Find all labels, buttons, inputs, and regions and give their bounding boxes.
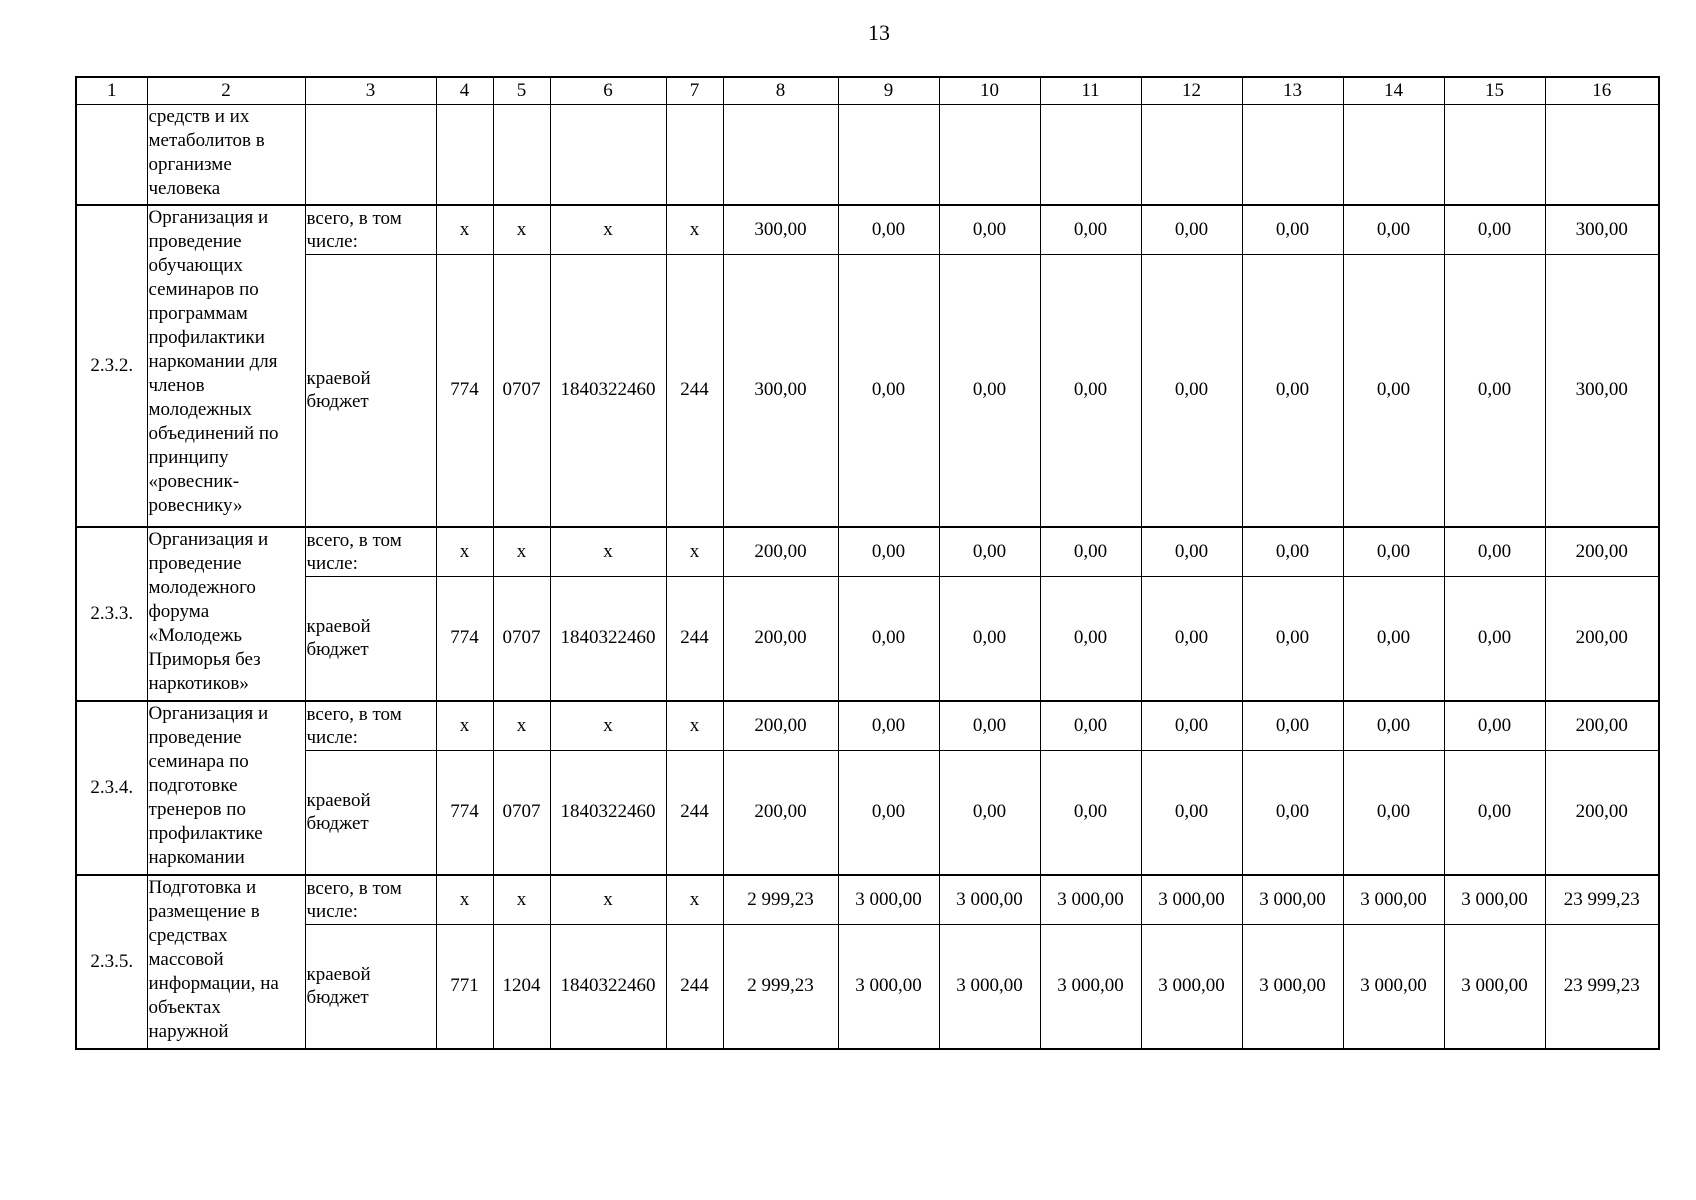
table-cell: x — [436, 527, 493, 577]
table-cell: x — [493, 527, 550, 577]
table-cell: 0,00 — [1141, 577, 1242, 701]
table-cell: x — [493, 205, 550, 255]
table-cell: 3 000,00 — [1343, 925, 1444, 1049]
table-cell: 0,00 — [1040, 527, 1141, 577]
table-cell: 0707 — [493, 255, 550, 527]
table-cell: 0,00 — [1141, 701, 1242, 751]
activity-name: средств и их метаболитов в организме человека — [147, 105, 305, 205]
table-cell: 3 000,00 — [1343, 875, 1444, 925]
table-cell: 244 — [666, 577, 723, 701]
table-row — [76, 925, 1659, 1049]
table-cell: 23 999,23 — [1545, 925, 1659, 1049]
table-cell: 200,00 — [723, 701, 838, 751]
table-cell: 3 000,00 — [1040, 875, 1141, 925]
table-cell: 300,00 — [1545, 205, 1659, 255]
column-header: 4 — [436, 77, 493, 105]
column-header: 8 — [723, 77, 838, 105]
table-row — [76, 205, 1659, 255]
table-cell: 200,00 — [1545, 701, 1659, 751]
funding-source-label: всего, в том числе: — [305, 701, 436, 751]
column-header: 2 — [147, 77, 305, 105]
table-cell: x — [666, 875, 723, 925]
table-cell: 771 — [436, 925, 493, 1049]
table-cell: 200,00 — [723, 527, 838, 577]
table-cell: 0,00 — [1242, 751, 1343, 875]
column-header: 16 — [1545, 77, 1659, 105]
table-cell: 0,00 — [1242, 577, 1343, 701]
table-cell: 0,00 — [1242, 255, 1343, 527]
table-cell: x — [666, 701, 723, 751]
table-cell: 774 — [436, 751, 493, 875]
table-cell: 0,00 — [939, 255, 1040, 527]
table-cell: 0,00 — [939, 701, 1040, 751]
table-cell: x — [666, 205, 723, 255]
funding-source-label: всего, в том числе: — [305, 205, 436, 255]
table-cell: 3 000,00 — [1444, 875, 1545, 925]
table-cell: 0,00 — [838, 751, 939, 875]
table-cell: 0707 — [493, 751, 550, 875]
table-cell: 0,00 — [939, 205, 1040, 255]
table-cell: 3 000,00 — [838, 925, 939, 1049]
column-header: 12 — [1141, 77, 1242, 105]
table-cell: x — [493, 875, 550, 925]
item-code: 2.3.5. — [76, 875, 147, 1049]
table-cell: 0,00 — [1343, 577, 1444, 701]
funding-source-label: краевой бюджет — [305, 925, 436, 1049]
table-cell: 0,00 — [1343, 205, 1444, 255]
table-cell: 300,00 — [723, 205, 838, 255]
column-header: 7 — [666, 77, 723, 105]
table-cell: 3 000,00 — [1141, 875, 1242, 925]
table-row — [76, 875, 1659, 925]
table-cell: 0,00 — [838, 205, 939, 255]
activity-name: Организация и проведение молодежного форума «Молодежь Приморья без наркотиков» — [147, 527, 305, 701]
table-cell: 0,00 — [939, 751, 1040, 875]
table-cell: 0,00 — [1242, 205, 1343, 255]
table-cell: 1204 — [493, 925, 550, 1049]
funding-source-label: краевой бюджет — [305, 751, 436, 875]
table-cell: 2 999,23 — [723, 875, 838, 925]
table-cell: 200,00 — [1545, 577, 1659, 701]
activity-name: Подготовка и размещение в средствах массовой информации, на объектах наружной — [147, 875, 305, 1049]
column-header: 9 — [838, 77, 939, 105]
table-cell: 0,00 — [1141, 255, 1242, 527]
table-cell: x — [493, 701, 550, 751]
activity-name: Организация и проведение обучающих семинаров по программам профилактики наркомании для членов молодежных объединений по принципу «ровесник-ровеснику» — [147, 205, 305, 527]
table-cell: 200,00 — [723, 577, 838, 701]
table-cell: 0,00 — [1141, 751, 1242, 875]
table-cell: 1840322460 — [550, 751, 666, 875]
table-cell: 3 000,00 — [1444, 925, 1545, 1049]
table-cell: x — [436, 875, 493, 925]
table-cell: x — [436, 205, 493, 255]
table-cell: 0,00 — [1444, 751, 1545, 875]
table-cell: 0,00 — [1040, 751, 1141, 875]
column-header: 1 — [76, 77, 147, 105]
column-header: 11 — [1040, 77, 1141, 105]
table-cell: 0,00 — [1040, 205, 1141, 255]
table-cell: 0,00 — [1444, 701, 1545, 751]
table-cell: x — [550, 875, 666, 925]
table-cell: 0,00 — [1242, 701, 1343, 751]
table-cell: 0,00 — [1444, 205, 1545, 255]
table-cell: 0,00 — [1444, 255, 1545, 527]
table-cell: 0,00 — [1242, 527, 1343, 577]
table-cell: 0,00 — [1343, 751, 1444, 875]
table-cell: 0,00 — [939, 577, 1040, 701]
item-code: 2.3.4. — [76, 701, 147, 875]
table-row — [76, 701, 1659, 751]
table-row — [76, 527, 1659, 577]
table-cell: 0,00 — [1343, 701, 1444, 751]
funding-source-label: краевой бюджет — [305, 255, 436, 527]
table-cell: 1840322460 — [550, 925, 666, 1049]
table-cell: 200,00 — [723, 751, 838, 875]
column-header: 13 — [1242, 77, 1343, 105]
continued-row — [76, 105, 1659, 205]
funding-source-label: краевой бюджет — [305, 577, 436, 701]
table-cell: 3 000,00 — [1040, 925, 1141, 1049]
table-row — [76, 751, 1659, 875]
table-cell: 3 000,00 — [838, 875, 939, 925]
table-cell: 244 — [666, 751, 723, 875]
table-cell: 0,00 — [1141, 205, 1242, 255]
table-cell: 244 — [666, 925, 723, 1049]
activity-name: Организация и проведение семинара по подготовке тренеров по профилактике наркомании — [147, 701, 305, 875]
table-cell: x — [666, 527, 723, 577]
table-cell: 0,00 — [1040, 255, 1141, 527]
table-cell: 0,00 — [939, 527, 1040, 577]
table-cell: 0,00 — [838, 255, 939, 527]
header-row — [76, 77, 1659, 105]
table-cell: 0,00 — [1343, 527, 1444, 577]
table-cell: 2 999,23 — [723, 925, 838, 1049]
table-cell: 0,00 — [838, 701, 939, 751]
table-cell: 200,00 — [1545, 527, 1659, 577]
table-cell: 0,00 — [838, 527, 939, 577]
table-cell: 3 000,00 — [1141, 925, 1242, 1049]
table-cell: x — [550, 205, 666, 255]
table-row — [76, 255, 1659, 527]
table-cell: 3 000,00 — [1242, 875, 1343, 925]
page-number: 13 — [868, 20, 890, 45]
column-header: 14 — [1343, 77, 1444, 105]
table-cell: 0,00 — [1040, 701, 1141, 751]
table-cell: x — [436, 701, 493, 751]
column-header: 3 — [305, 77, 436, 105]
table-cell: 774 — [436, 577, 493, 701]
table-cell: 0,00 — [838, 577, 939, 701]
column-header: 15 — [1444, 77, 1545, 105]
table-cell: 0,00 — [1444, 577, 1545, 701]
item-code: 2.3.2. — [76, 205, 147, 527]
table-cell: 244 — [666, 255, 723, 527]
funding-source-label: всего, в том числе: — [305, 875, 436, 925]
table-cell: 774 — [436, 255, 493, 527]
table-cell: 0,00 — [1141, 527, 1242, 577]
item-code: 2.3.3. — [76, 527, 147, 701]
table-cell: 1840322460 — [550, 577, 666, 701]
funding-source-label: всего, в том числе: — [305, 527, 436, 577]
table-cell: 1840322460 — [550, 255, 666, 527]
table-cell: 3 000,00 — [1242, 925, 1343, 1049]
table-row — [76, 577, 1659, 701]
column-header: 10 — [939, 77, 1040, 105]
table-cell: 3 000,00 — [939, 875, 1040, 925]
table-cell: 300,00 — [1545, 255, 1659, 527]
column-header: 5 — [493, 77, 550, 105]
table-cell: 0,00 — [1343, 255, 1444, 527]
table-cell: 200,00 — [1545, 751, 1659, 875]
table-cell: 300,00 — [723, 255, 838, 527]
column-header: 6 — [550, 77, 666, 105]
table-cell: 0,00 — [1040, 577, 1141, 701]
table-cell: x — [550, 527, 666, 577]
table-cell: x — [550, 701, 666, 751]
table-cell: 0707 — [493, 577, 550, 701]
table-cell: 23 999,23 — [1545, 875, 1659, 925]
table-cell: 3 000,00 — [939, 925, 1040, 1049]
table-cell: 0,00 — [1444, 527, 1545, 577]
budget-table — [75, 76, 1660, 1050]
